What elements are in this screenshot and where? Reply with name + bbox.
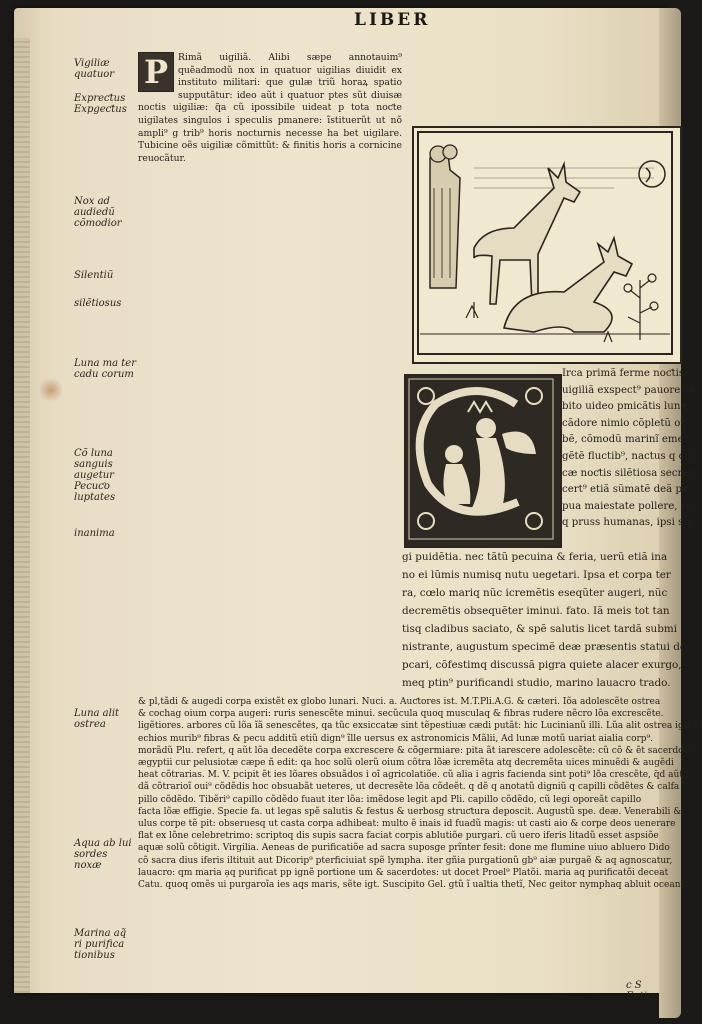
margin-note: Marina aq̃ ri purifica tionibus (74, 928, 127, 961)
margin-note: Cõ luna sanguis augetur Pecuƈo luptates (74, 448, 116, 503)
text-line: heat cõtrarias. M. V. pcipit ẽt ies lõares obsuãdos i oĩ agricolatiõe. cũ alia i agris facienda sint poti⁹ lõa crescẽte, q̃d aũt a (138, 770, 692, 781)
text-line: nistrante, augustum specimẽ deæ præsentis statui de (402, 641, 687, 653)
text-line: pua maiestate pollere, res (562, 500, 697, 512)
left-column-paragraph: Rimã uigiliã. Alibi sæpe annotauim⁹ quẽadmodũ nox in quatuor uigilias diuidit ex instituto militari: que gulæ triũ horaꝝ spatio supputãtur: ideo aũt i quatuor ptes sũt diuisæ noctis uigiliæ: q̃a cũ ipossibile uideat p tota noƈte uigilates singulos i speculis pmanere: ĩstituerũt ut nõ ampli⁹ g trib⁹ horis nocturnis necesse ha bet uigilare. Tubicine oẽs uigiliæ cõmittũt: & finitis horis a cornicine reuocãtur. (138, 52, 402, 164)
text-line: cert⁹ etiã sũmatẽ deã pci (562, 484, 691, 496)
signature-catchword: c S Eptico (626, 980, 659, 1002)
margin-note: silẽtiosus (74, 298, 122, 309)
donkeys-woodcut-image (414, 128, 676, 358)
drop-cap: P (138, 52, 174, 92)
left-column-text (138, 52, 402, 165)
text-line: flat ex lõne celebretrimo: scriptoq dis supis sacra faciat corpis ablutiõe purgari. cũ uero iferis litadũ esset aspsiõe (138, 831, 659, 842)
text-line: gi puidẽtia. nec tãtũ pecuina & feria, uerũ etiã ina (402, 551, 668, 563)
page-edge-left (14, 38, 30, 993)
text-line: decremẽtis obsequẽter iminui. fato. Iã meis tot tan (402, 605, 670, 617)
margin-note: Vigiliæ quatuor (74, 58, 115, 80)
text-line: bito uideo pmicãtis lunæ (562, 401, 690, 413)
text-line: echios murib⁹ fibras & pecu additũ etiũ dign⁹ ĩlle uersus ex astronomicis Mãlii, Ad lunæ motũ uariat aialia corp⁹. (138, 733, 654, 744)
text-line: meq ptin⁹ purificandi studio, marino lauacro trado. (402, 677, 671, 689)
right-column-top-text (562, 366, 702, 532)
margin-note: inanima (74, 528, 115, 539)
margin-note: Silentiũ (74, 270, 114, 281)
full-width-commentary (138, 696, 702, 891)
text-line: cãdore nimio cõpletũ or (562, 417, 686, 429)
text-line: pillo cõdẽdo. Tibẽri⁹ capillo cõdẽdo fuaut iter lõa: imẽdose legit apd Pli. capillo cõdẽdo, cũ legi oporeãt capillo (138, 794, 642, 805)
text-line: Irca primã ferme noƈtis (562, 368, 685, 379)
text-line: gẽtẽ fluctib⁹, nactus q opa (562, 450, 698, 462)
text-line: no ei lũmis numisq nutu uegetari. Ipsa et corpa ter (402, 569, 671, 581)
text-line: bẽ, cõmodũ marinĩ emer (562, 434, 689, 446)
running-header: LIBER (354, 10, 431, 30)
woodcut-donkeys-illustration (412, 126, 682, 364)
margin-note: Luna alit ostrea (74, 708, 120, 730)
margin-note: Aqua ab lui sordes noxæ (74, 838, 132, 871)
text-line: tisq cladibus saciato, & spẽ salutis licet tardã submi (402, 623, 678, 635)
text-line: & pl,tãdi & augedi corpa existẽt ex globo lunari. Nuci. a. Auƈtores ist. M.T.Pli.A.G. & cæteri. Iõa adolescẽte ostrea (138, 697, 661, 707)
margin-note: Expreƈtus Expgeƈtus (74, 93, 127, 115)
text-line: morãdũ Plu. refert, q aũt lõa decedẽte corpa excrescere & cõgermiare: pita ãt iarescere adolescẽte: cũ cõ & ẽt sacerdotes (138, 745, 698, 756)
text-line: ulus corpe tẽ pit: obseruesq ut casta corpa adhibeat: multo ẽ inais id fuadũ magis: ut casti aio & corpe deos uenerare (138, 819, 676, 830)
text-line: Catu. quoq omẽs ui purgaroĩa ies aqs maris, sẽte igt. Suscipito Gel. gtũ ĩ ualtia thetĩ, Nec geitor nymphaq abluit oceanus. (138, 880, 694, 891)
paper-stain (40, 376, 62, 404)
text-line: pcari, cõfestimq discussã pigra quiete alacer exurgo, (402, 659, 682, 671)
text-line: ra, cœlo mariq nũc icremẽtis eseqũter augeri, nũc (402, 587, 668, 599)
text-line: aquæ solũ cõtigit. Virgilia. Aeneas de purificatiõe ad sacra suposge prĩnter fesit: done me flumine uiuo abluero Dido (138, 843, 670, 854)
text-line: q pruss humanas, ipsi sui (562, 517, 694, 529)
margin-note: Nox ad audiedũ cõmodior (74, 196, 122, 229)
woodcut-initial-c-illustration (404, 374, 562, 548)
initial-c-woodcut-image (406, 376, 556, 542)
text-line: ægyptii cur pelusiotæ cæpe ñ edit: qa hoc solũ olerũ oium cõtra lõæ icremẽta atq decremẽta uices minuẽdi & augẽdi (138, 758, 674, 769)
text-line: cõ sacra dius iferis iltituit aut Dicorip⁹ pterficiuiat spẽ lympha. iter gñia purgationũ gb⁹ aiæ purgaẽ & aq agnoscatur, (138, 855, 673, 866)
text-line: & cochag oium corpa augeri: ruris senescẽte minui. secũcula quoq musculaq & fibras rudere nẽcro lõa excrescẽte. (138, 709, 664, 720)
margin-note: Luna ma ter cadu corum (74, 358, 137, 380)
text-line: cæ noƈtis silẽtiosa secreta, (562, 467, 702, 479)
text-line: facta lõæ effigie. Specie fa. ut legas spẽ salutis & festus & uerbosg struƈtura deposcit. Augustũ spe. deæ. Venerabili & (138, 806, 682, 817)
text-line: lauacro: qm maria ạq purificat pp ignẽ portione um & sacerdotes: ut docet Proel⁹ Platõi. maria aq purificatõi deceat (138, 867, 669, 878)
book-page (14, 8, 702, 1002)
text-line: uigiliã exspect⁹ pauore su (562, 384, 696, 396)
text-line: ligẽtiores. arbores cũ lõa ĩã senescẽtes, qa tũc exsiccatæ sint tẽpestiuæ cædi putãt: hic Lucinianũ illi. Lũa alit ostrea igĩt & (138, 721, 702, 732)
text-line: dã cõtrarioĩ oui⁹ cõdẽdis hoc obsuabãt ueteres, ut decresẽte lõa cõdeẽt. q dẽ q anotatũ digniũ q capilli cõdẽtes & calfa (138, 782, 680, 793)
right-column-bottom-text (402, 548, 687, 692)
